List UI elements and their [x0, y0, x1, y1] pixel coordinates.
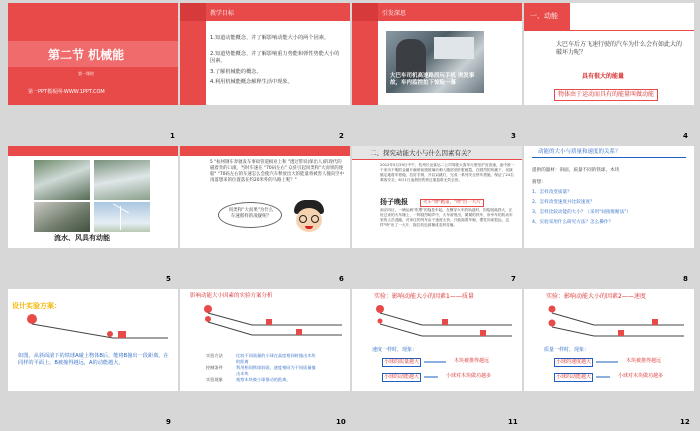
ramp-diagram: [192, 303, 342, 343]
slide-header: 二、探究动能大小与什么因素有关？: [370, 149, 474, 157]
right-result: 小球对木块做功越多: [618, 373, 664, 379]
row-value: 观察木块被小球推动的距离。: [236, 377, 291, 382]
slide-number: 11: [508, 418, 518, 426]
goal-item: 4.利用机械能概念解释生活中现象。: [210, 79, 293, 85]
right-result: 小球对木块做功越多: [446, 373, 492, 379]
step-item: 1、怎样改变质量？: [532, 190, 572, 195]
bus-photo: [386, 31, 484, 93]
slide-number: 4: [683, 132, 688, 140]
header-line: [532, 157, 686, 158]
news-paragraph: 南京四区，一辆运载"吹塑"的拖挂车起，在横穿火车的轨道时，因故脱离铁大，正好过来的火车撞上，一阵剧烈响声中，大车被甩出，紧紧的铁车，所幸车的机动车里的人员逃跑，对来往的列车由于速度太快，只能拖着车厢，惯性向前很远，这样"吻"出了一大片，拖拉机也被撞成变形变瘪。: [380, 208, 513, 227]
river-photo: [94, 160, 150, 200]
left-result: 小球的速度越大: [556, 359, 592, 365]
arrows: [422, 359, 452, 389]
slide-4[interactable]: [524, 3, 694, 105]
story-text: 5 "杭州钢车奔驰发车事故管道根业上和 "透过带说(保出人)的现代的磁着肯的口滚，当时车速在 "70码左右" 众驻引起同类和"大而果的逐船" "70码左右的车速怎么会使汽车释放出大的能量将被害人撞向空中再落想来的位置落在约20米外的马路上呢？": [210, 160, 344, 183]
side-bar: [352, 21, 378, 105]
slide-title: 第二节 机械能: [48, 48, 125, 62]
arrows: [594, 359, 624, 389]
row-label: 控制条件: [206, 365, 223, 370]
step-item: 4、实验采用什么研究方法？怎么操作？: [532, 220, 614, 225]
news-tag: 火车"吻"跑道，"吻"出一大片: [420, 199, 484, 207]
slide-header: 影响动能大小因素的实验方案分析: [190, 293, 273, 299]
windmill-photo: [94, 202, 150, 232]
row-value: 利用相同铁球斜面，速度相同为不同质量撞击木块: [236, 365, 316, 376]
slide-number: 9: [166, 418, 171, 426]
slide-header: 教学目标: [210, 10, 235, 17]
header-line: [570, 30, 694, 31]
slide-number: 2: [339, 132, 344, 140]
question-text: 大巴车后方飞速行驶的汽车为什么会有如此大的破坏力呢？: [556, 41, 683, 57]
slide-number: 12: [680, 418, 690, 426]
equipment-text: 提供的器材：斜面、质量不同的铁球，木块: [532, 168, 620, 173]
steps-title: 猜想：: [532, 180, 546, 185]
cartoon-kid: [292, 200, 326, 236]
slide-header: 动能的大小与质量和速度的关系？: [538, 149, 621, 155]
goal-item: 2.知道势能概念，并了解影响重力势能和弹性势能大小的因素。: [210, 51, 340, 65]
slide-header: 实验：影响动能大小的因素2——速度: [546, 293, 646, 300]
slide-1[interactable]: [8, 3, 178, 105]
left-result: 小球的动能越大: [384, 374, 420, 380]
slide-11[interactable]: [352, 289, 522, 391]
ramp-diagram: [534, 303, 684, 343]
same-condition: 速度一样时，现象：: [372, 347, 418, 353]
block-b: [118, 331, 126, 338]
side-bar: [180, 21, 206, 105]
slide-5[interactable]: [8, 146, 178, 248]
bubble-text: 同类和"大而果"为什么车速那样的凌疑呢？: [228, 208, 274, 220]
top-red-bar: [180, 146, 350, 156]
ramp-diagram: [362, 303, 512, 343]
definition-box: 物体由于运动而具有的能量叫做动能: [554, 89, 658, 101]
step-item: 2、怎样改变速度并比较速度？: [532, 200, 595, 205]
step-item: 3、怎样比较动能的大小？（采用"间接推断法"）: [532, 210, 632, 215]
waterfall-photo: [34, 160, 90, 200]
slide-subtitle: 第一课时: [78, 71, 94, 76]
row-label: 实验方法: [206, 353, 223, 358]
slide-header: 一、动能: [530, 12, 558, 20]
row-label: 实验现象: [206, 377, 223, 382]
news-paragraph: 2012年5月29日中午，杭州长运客运二公司驾驶大客车行驶至沪宜高速，途中被一个来历不明的金属片砸碎前窗玻璃后刺入腹部至肝脏破裂，在剧烈的疼痛下，吴斌镇定地将车停稳，拉好手刹，开启双跳灯，完成一系列安全停车措施，保证了24名乘客安全，6月1日凌晨因伤势过重抢救无效去世。: [380, 163, 515, 182]
photo-caption: 流水、风具有动能: [54, 234, 110, 242]
slide-header: 引发深思: [382, 10, 407, 17]
header-bar: [180, 3, 350, 21]
slide-12[interactable]: [524, 289, 694, 391]
slide-number: 3: [511, 132, 516, 140]
experiment-text: 如图，从斜面滚下的铁球A碰上物体B后，能将B撞出一段距离。在同样的平面上，B被撞得越远，A的动能越大。: [18, 353, 169, 367]
same-condition: 质量一样时，现象：: [544, 347, 590, 353]
speech-bubble: [218, 202, 282, 228]
ball-a: [27, 314, 37, 324]
goal-item: 3.了解机械能的概念。: [210, 69, 262, 75]
top-red-bar: [8, 146, 178, 156]
newspaper-title: 扬子晚报: [380, 198, 408, 206]
slide-header: 实验：影响动能大小的因素1——质量: [374, 293, 474, 300]
header-bar: [352, 3, 522, 21]
slide-7[interactable]: [352, 146, 522, 248]
right-result: 木块被推得越远: [626, 358, 662, 364]
slide-number: 10: [336, 418, 346, 426]
slide-number: 6: [339, 275, 344, 283]
slide-2[interactable]: [180, 3, 350, 105]
slide-6[interactable]: [180, 146, 350, 248]
left-result: 小球的动能越大: [556, 374, 592, 380]
slide-10[interactable]: [180, 289, 350, 391]
storm-photo: [34, 202, 90, 232]
footer-text: 第一PPT模板网-WWW.1PPT.COM: [28, 89, 105, 95]
answer-text: 具有很大的能量: [582, 73, 625, 80]
right-result: 木块被推得越远: [454, 358, 490, 364]
ramp-diagram: [18, 311, 168, 351]
slide-8[interactable]: [524, 146, 694, 248]
goal-item: 1.知道动能概念，并了解影响动能大小的两个因素。: [210, 35, 330, 41]
photo-caption: 大巴车司机高速路段玩手机 突发事故，车内监控拍下惊险一幕: [390, 73, 475, 87]
slide-number: 1: [170, 132, 175, 140]
left-result: 小球的质量越大: [384, 359, 420, 365]
slide-3[interactable]: [352, 3, 522, 105]
ball-a-bottom: [107, 331, 113, 337]
row-value: 比较不同质量的小球在高度相同时撞击木块的距离: [236, 353, 316, 364]
slide-number: 7: [511, 275, 516, 283]
slide-heading: 设计实验方案：: [12, 302, 61, 310]
slide-number: 5: [166, 275, 171, 283]
slide-9[interactable]: [8, 289, 178, 391]
slide-number: 8: [683, 275, 688, 283]
